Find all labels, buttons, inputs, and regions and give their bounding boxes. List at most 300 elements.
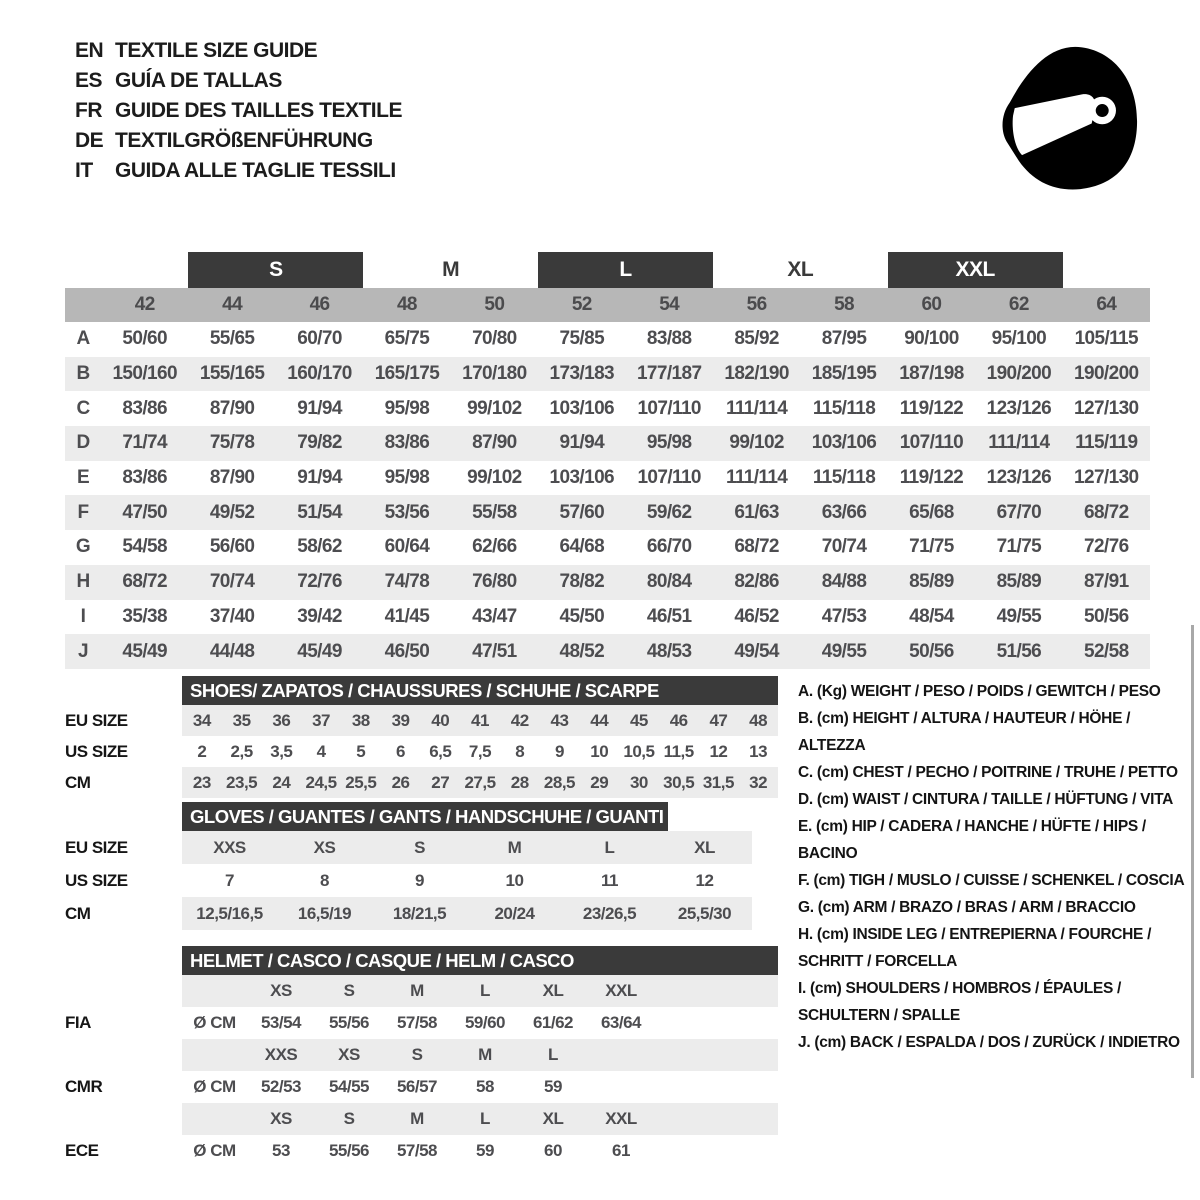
- language-title: TEXTILGRÖßENFÜHRUNG: [115, 129, 373, 152]
- size-value: 25,5: [345, 772, 377, 792]
- size-value: 45: [629, 710, 648, 730]
- size-value: 150/160: [112, 363, 177, 385]
- size-value: 56/60: [209, 536, 255, 558]
- size-value: 28: [510, 772, 529, 792]
- size-value: 72/76: [1084, 536, 1129, 558]
- size-value: 107/110: [637, 467, 701, 489]
- size-col-52: 52: [571, 294, 592, 315]
- size-value: 10: [505, 870, 524, 890]
- row-letter: F: [77, 501, 89, 523]
- size-value: 70/74: [209, 571, 255, 593]
- size-col-42: 42: [134, 294, 155, 315]
- size-value: 12: [709, 741, 728, 761]
- size-value: 85/89: [996, 571, 1042, 593]
- size-value: 58/62: [297, 536, 342, 558]
- size-value: 38: [351, 710, 370, 730]
- size-col-56: 56: [746, 294, 767, 315]
- table-row-A: [65, 322, 1150, 357]
- values-strip: [182, 1103, 778, 1135]
- size-label: XL: [542, 981, 564, 1000]
- size-value: 12,5/16,5: [196, 903, 263, 923]
- legend-entry: D. (cm) WAIST / CINTURA / TAILLE / HÜFTUNG / VITA: [798, 791, 1174, 808]
- size-value: 119/122: [899, 397, 964, 419]
- size-value: 72/76: [297, 571, 342, 593]
- size-value: 59/60: [464, 1013, 506, 1032]
- size-label: S: [343, 1109, 355, 1128]
- size-value: 185/195: [811, 363, 877, 385]
- size-value: 47/51: [472, 640, 517, 662]
- size-value: 119/122: [899, 467, 964, 489]
- values-strip: [182, 864, 752, 897]
- size-value: 56/57: [396, 1077, 438, 1096]
- size-value: 45/49: [122, 640, 167, 662]
- size-value: 80/84: [646, 571, 692, 593]
- size-group-header-row: [65, 252, 1150, 288]
- table-row-J: [65, 634, 1150, 669]
- size-value: 53/54: [260, 1013, 302, 1032]
- size-value: 45/49: [297, 640, 342, 662]
- size-value: 127/130: [1074, 397, 1139, 419]
- row-label-empty: [65, 1103, 182, 1135]
- size-group-XXL: XXL: [888, 252, 1063, 288]
- size-value: XS: [313, 837, 336, 857]
- size-value: 111/114: [725, 467, 788, 489]
- size-value: 48/54: [909, 605, 954, 627]
- size-value: 3,5: [270, 741, 293, 761]
- size-value: 9: [415, 870, 424, 890]
- size-value: 57/58: [396, 1013, 438, 1032]
- size-value: 48/52: [559, 640, 605, 662]
- size-value: 35: [232, 710, 251, 730]
- size-value: 37/40: [209, 605, 255, 627]
- size-value: 190/200: [1074, 363, 1139, 385]
- size-value: 27: [431, 772, 450, 792]
- row-label-cmr: CMR: [65, 1077, 103, 1096]
- size-value: 165/175: [374, 363, 440, 385]
- corner-cell: [65, 288, 101, 322]
- size-value: 87/90: [472, 432, 517, 454]
- size-value: 111/114: [725, 397, 788, 419]
- size-value: 31,5: [702, 772, 734, 792]
- size-value: 4: [316, 741, 326, 761]
- size-value: 177/187: [636, 363, 702, 385]
- table-row-cmr: [65, 1071, 778, 1103]
- size-value: 55/65: [209, 328, 255, 350]
- size-value: 30: [629, 772, 648, 792]
- size-value: 7: [225, 870, 234, 890]
- size-value: 82/86: [734, 571, 779, 593]
- size-value: 36: [272, 710, 291, 730]
- size-label: S: [411, 1045, 423, 1064]
- size-value: 66/70: [646, 536, 692, 558]
- size-value: 61/63: [734, 501, 779, 523]
- table-row: [65, 831, 778, 864]
- size-value: 23/26,5: [582, 903, 637, 923]
- size-value: 99/102: [729, 432, 784, 454]
- size-value: 123/126: [986, 397, 1052, 419]
- table-row: [65, 705, 778, 736]
- size-value: 39: [391, 710, 410, 730]
- size-label: [587, 1039, 655, 1071]
- size-value: 76/80: [472, 571, 517, 593]
- size-value: 65/68: [909, 501, 954, 523]
- size-value: 53: [272, 1141, 290, 1160]
- values-strip: [182, 975, 778, 1007]
- size-value: [587, 1071, 655, 1103]
- size-value: 87/90: [209, 467, 255, 489]
- size-value: 44/48: [209, 640, 255, 662]
- size-value: 50/56: [909, 640, 954, 662]
- size-value: 91/94: [559, 432, 605, 454]
- size-value: 91/94: [297, 397, 342, 419]
- size-label: [182, 1039, 247, 1071]
- table-row: [65, 1103, 778, 1135]
- size-group-L: L: [538, 252, 713, 288]
- legend-entry: E. (cm) HIP / CADERA / HANCHE / HÜFTE / HIPS / BACINO: [798, 818, 1146, 862]
- legend-entry: A. (Kg) WEIGHT / PESO / POIDS / GEWITCH / PESO: [798, 683, 1161, 700]
- values-strip: [182, 831, 752, 864]
- size-value: 52/53: [260, 1077, 302, 1096]
- filler-cell: [655, 1071, 778, 1103]
- gloves-table-title: GLOVES / GUANTES / GANTS / HANDSCHUHE / GUANTI: [182, 802, 668, 831]
- size-label: XS: [338, 1045, 360, 1064]
- size-value: 51/54: [297, 501, 342, 523]
- size-value: 23,5: [226, 772, 258, 792]
- table-row: [65, 897, 778, 930]
- values-strip: [182, 736, 778, 767]
- language-code: DE: [75, 129, 104, 152]
- filler-cell: [655, 1039, 778, 1071]
- size-value: 107/110: [899, 432, 964, 454]
- table-row-D: [65, 426, 1150, 461]
- size-value: 59: [544, 1077, 562, 1096]
- values-strip: [182, 1135, 778, 1167]
- table-row-E: [65, 461, 1150, 496]
- row-letter: D: [76, 432, 90, 454]
- size-value: 7,5: [468, 741, 492, 761]
- size-value: 155/165: [199, 363, 265, 385]
- size-value: 6: [396, 741, 405, 761]
- size-value: 87/91: [1084, 571, 1129, 593]
- size-value: 103/106: [549, 397, 615, 419]
- size-value: 99/102: [467, 467, 522, 489]
- table-row-ece: [65, 1135, 778, 1167]
- size-value: 187/198: [899, 363, 964, 385]
- table-row: [65, 864, 778, 897]
- size-value: M: [507, 837, 522, 857]
- legend-entry: G. (cm) ARM / BRAZO / BRAS / ARM / BRACCIO: [798, 899, 1136, 916]
- size-value: 70/80: [472, 328, 517, 350]
- values-strip: [182, 1007, 778, 1039]
- size-value: 62/66: [472, 536, 517, 558]
- size-value: 60: [544, 1141, 562, 1160]
- size-value: 46/51: [646, 605, 692, 627]
- size-label: M: [478, 1045, 492, 1064]
- row-letter: B: [76, 363, 90, 385]
- numeric-size-band: [65, 288, 1150, 322]
- size-value: 95/98: [646, 432, 692, 454]
- size-value: 52/58: [1084, 640, 1129, 662]
- size-value: 68/72: [122, 571, 167, 593]
- size-col-44: 44: [222, 294, 243, 315]
- size-value: 11: [601, 870, 618, 890]
- size-value: 47/50: [122, 501, 167, 523]
- size-value: 25,5/30: [677, 903, 732, 923]
- size-value: 68/72: [1084, 501, 1129, 523]
- legend-entry: C. (cm) CHEST / PECHO / POITRINE / TRUHE / PETTO: [798, 764, 1178, 781]
- size-value: Ø CM: [193, 1141, 236, 1160]
- table-row: [65, 1039, 778, 1071]
- size-value: Ø CM: [193, 1077, 236, 1096]
- legend-entry: H. (cm) INSIDE LEG / ENTREPIERNA / FOURCHE / SCHRITT / FORCELLA: [798, 926, 1152, 970]
- size-value: 24: [272, 772, 291, 792]
- size-value: 90/100: [904, 328, 959, 350]
- values-strip: [182, 705, 778, 736]
- size-value: 6,5: [429, 741, 452, 761]
- size-value: 115/119: [1075, 432, 1138, 454]
- size-value: 24,5: [305, 772, 337, 792]
- size-value: 55/58: [472, 501, 517, 523]
- size-value: 91/94: [297, 467, 342, 489]
- values-strip: [182, 1071, 778, 1103]
- size-value: 170/180: [462, 363, 527, 385]
- size-value: 20/24: [494, 903, 535, 923]
- size-value: 23: [192, 772, 211, 792]
- size-label: XXL: [605, 981, 637, 1000]
- filler-cell: [655, 975, 778, 1007]
- size-value: 42: [510, 710, 529, 730]
- size-value: 79/82: [297, 432, 342, 454]
- size-value: 8: [515, 741, 525, 761]
- size-value: 37: [312, 710, 331, 730]
- size-value: 50/60: [122, 328, 167, 350]
- size-value: 84/88: [821, 571, 867, 593]
- size-group-XL: XL: [787, 258, 814, 281]
- language-title: GUIDA ALLE TAGLIE TESSILI: [115, 159, 396, 182]
- size-value: 55/56: [328, 1141, 370, 1160]
- size-value: 46: [669, 710, 688, 730]
- size-label: XXS: [264, 1045, 298, 1064]
- size-value: 99/102: [467, 397, 522, 419]
- size-value: 123/126: [986, 467, 1052, 489]
- size-value: 70/74: [821, 536, 867, 558]
- row-letter: I: [80, 605, 86, 627]
- shoes-table-title: SHOES/ ZAPATOS / CHAUSSURES / SCHUHE / SCARPE: [182, 676, 778, 705]
- size-value: 85/89: [909, 571, 954, 593]
- size-value: 44: [590, 710, 609, 730]
- legend-entry: F. (cm) TIGH / MUSLO / CUISSE / SCHENKEL / COSCIA: [798, 872, 1185, 889]
- legend-entry: I. (cm) SHOULDERS / HOMBROS / ÉPAULES / SCHULTERN / SPALLE: [798, 980, 1122, 1024]
- size-value: 34: [192, 710, 211, 730]
- size-label: [182, 975, 247, 1007]
- size-value: 35/38: [122, 605, 167, 627]
- size-value: 10: [590, 741, 609, 761]
- size-value: 39/42: [297, 605, 342, 627]
- table-row-F: [65, 495, 1150, 530]
- size-col-50: 50: [484, 294, 505, 315]
- measurement-legend: [798, 678, 1196, 1056]
- size-value: XXS: [213, 837, 246, 857]
- size-value: 67/70: [996, 501, 1042, 523]
- size-value: 83/88: [646, 328, 692, 350]
- size-value: 55/56: [328, 1013, 370, 1032]
- size-label: XXL: [605, 1109, 637, 1128]
- size-label: [182, 1103, 247, 1135]
- size-value: 115/118: [812, 467, 876, 489]
- helmet-size-table: [65, 946, 778, 1167]
- language-row: [75, 66, 402, 96]
- size-label: XL: [542, 1109, 564, 1128]
- row-label-cm: CM: [65, 903, 91, 923]
- size-value: 60/70: [297, 328, 342, 350]
- size-value: 105/115: [1074, 328, 1138, 350]
- size-col-62: 62: [1008, 294, 1029, 315]
- values-strip: [182, 1039, 778, 1071]
- size-col-48: 48: [396, 294, 417, 315]
- size-col-54: 54: [659, 294, 680, 315]
- size-value: 54/55: [328, 1077, 370, 1096]
- divider-line: [1191, 625, 1194, 1078]
- values-strip: [182, 767, 778, 798]
- row-label-eu-size: EU SIZE: [65, 710, 128, 730]
- language-row: [75, 36, 402, 66]
- size-value: 46/50: [384, 640, 430, 662]
- gloves-size-table: [65, 802, 778, 930]
- size-value: 57/58: [396, 1141, 438, 1160]
- size-value: 41: [471, 710, 489, 730]
- table-row-C: [65, 391, 1150, 426]
- size-value: 103/106: [549, 467, 615, 489]
- size-value: 54/58: [122, 536, 167, 558]
- size-value: 64/68: [559, 536, 605, 558]
- size-value: 59: [476, 1141, 494, 1160]
- size-label: M: [410, 981, 424, 1000]
- language-code: EN: [75, 39, 104, 62]
- size-value: 85/92: [734, 328, 779, 350]
- size-value: 9: [554, 741, 564, 761]
- row-label-cm: CM: [65, 772, 91, 792]
- main-size-table: [65, 252, 1150, 669]
- size-value: 63/66: [821, 501, 867, 523]
- size-group-S: S: [188, 252, 363, 288]
- size-value: 49/52: [209, 501, 255, 523]
- row-label-empty: [65, 1039, 182, 1071]
- size-value: 47/53: [821, 605, 867, 627]
- size-value: 190/200: [986, 363, 1052, 385]
- size-value: 43: [550, 710, 569, 730]
- size-value: 87/95: [821, 328, 867, 350]
- size-value: 43/47: [472, 605, 517, 627]
- table-row: [65, 767, 778, 798]
- size-value: 127/130: [1074, 467, 1139, 489]
- size-value: 71/75: [909, 536, 954, 558]
- row-letter: H: [76, 571, 90, 593]
- size-value: 13: [749, 741, 768, 761]
- language-title-block: [75, 36, 402, 186]
- size-label: M: [410, 1109, 424, 1128]
- size-value: 27,5: [464, 772, 496, 792]
- table-row-I: [65, 600, 1150, 635]
- size-label: XS: [270, 981, 292, 1000]
- legend-entry: J. (cm) BACK / ESPALDA / DOS / ZURÜCK / INDIETRO: [798, 1034, 1180, 1051]
- size-value: 29: [590, 772, 609, 792]
- size-value: 173/183: [549, 363, 615, 385]
- row-label-us-size: US SIZE: [65, 870, 128, 890]
- size-value: 49/55: [821, 640, 867, 662]
- size-value: 45/50: [559, 605, 605, 627]
- size-value: 30,5: [663, 772, 695, 792]
- size-value: 83/86: [384, 432, 430, 454]
- row-label-eu-size: EU SIZE: [65, 837, 128, 857]
- row-letter: G: [75, 536, 91, 558]
- table-row: [65, 736, 778, 767]
- table-row-G: [65, 530, 1150, 565]
- row-letter: C: [76, 397, 90, 419]
- size-value: 87/90: [209, 397, 255, 419]
- size-value: 83/86: [122, 467, 167, 489]
- size-value: Ø CM: [193, 1013, 236, 1032]
- filler-cell: [655, 1007, 778, 1039]
- language-row: [75, 126, 402, 156]
- row-label-empty: [65, 975, 182, 1007]
- row-letter: A: [76, 328, 90, 350]
- size-value: 12: [695, 870, 714, 890]
- row-letter: E: [76, 467, 90, 489]
- shoes-size-table: [65, 676, 778, 798]
- language-row: [75, 156, 402, 186]
- size-value: 11,5: [663, 741, 694, 761]
- size-value: 95/100: [991, 328, 1047, 350]
- values-strip: [182, 897, 752, 930]
- size-value: 71/75: [996, 536, 1042, 558]
- size-value: 103/106: [811, 432, 877, 454]
- helmet-table-title: HELMET / CASCO / CASQUE / HELM / CASCO: [182, 946, 778, 975]
- size-label: XS: [270, 1109, 292, 1128]
- size-value: 40: [431, 710, 450, 730]
- size-value: 160/170: [287, 363, 352, 385]
- size-value: 58: [476, 1077, 494, 1096]
- size-value: 78/82: [559, 571, 605, 593]
- language-title: TEXTILE SIZE GUIDE: [115, 39, 318, 62]
- size-value: 61: [612, 1141, 630, 1160]
- row-letter: J: [78, 640, 88, 662]
- filler-cell: [655, 1103, 778, 1135]
- size-value: 74/78: [384, 571, 430, 593]
- size-value: S: [414, 837, 425, 857]
- size-value: 111/114: [988, 432, 1050, 454]
- size-value: 8: [320, 870, 329, 890]
- size-value: 63/64: [600, 1013, 642, 1032]
- racing-helmet-icon: [983, 36, 1155, 198]
- size-value: 48/53: [646, 640, 692, 662]
- filler-cell: [655, 1135, 778, 1167]
- size-value: 83/86: [122, 397, 167, 419]
- language-title: GUIDE DES TAILLES TEXTILE: [115, 99, 402, 122]
- size-value: 51/56: [996, 640, 1042, 662]
- size-col-46: 46: [309, 294, 330, 315]
- row-label-fia: FIA: [65, 1013, 91, 1032]
- row-label-us-size: US SIZE: [65, 741, 128, 761]
- size-value: 107/110: [637, 397, 701, 419]
- size-value: L: [604, 837, 615, 857]
- size-value: 46/52: [734, 605, 779, 627]
- size-label: L: [480, 981, 490, 1000]
- size-col-64: 64: [1096, 294, 1117, 315]
- size-label: S: [343, 981, 355, 1000]
- table-row-fia: [65, 1007, 778, 1039]
- size-value: 75/78: [209, 432, 255, 454]
- size-value: 115/118: [812, 397, 876, 419]
